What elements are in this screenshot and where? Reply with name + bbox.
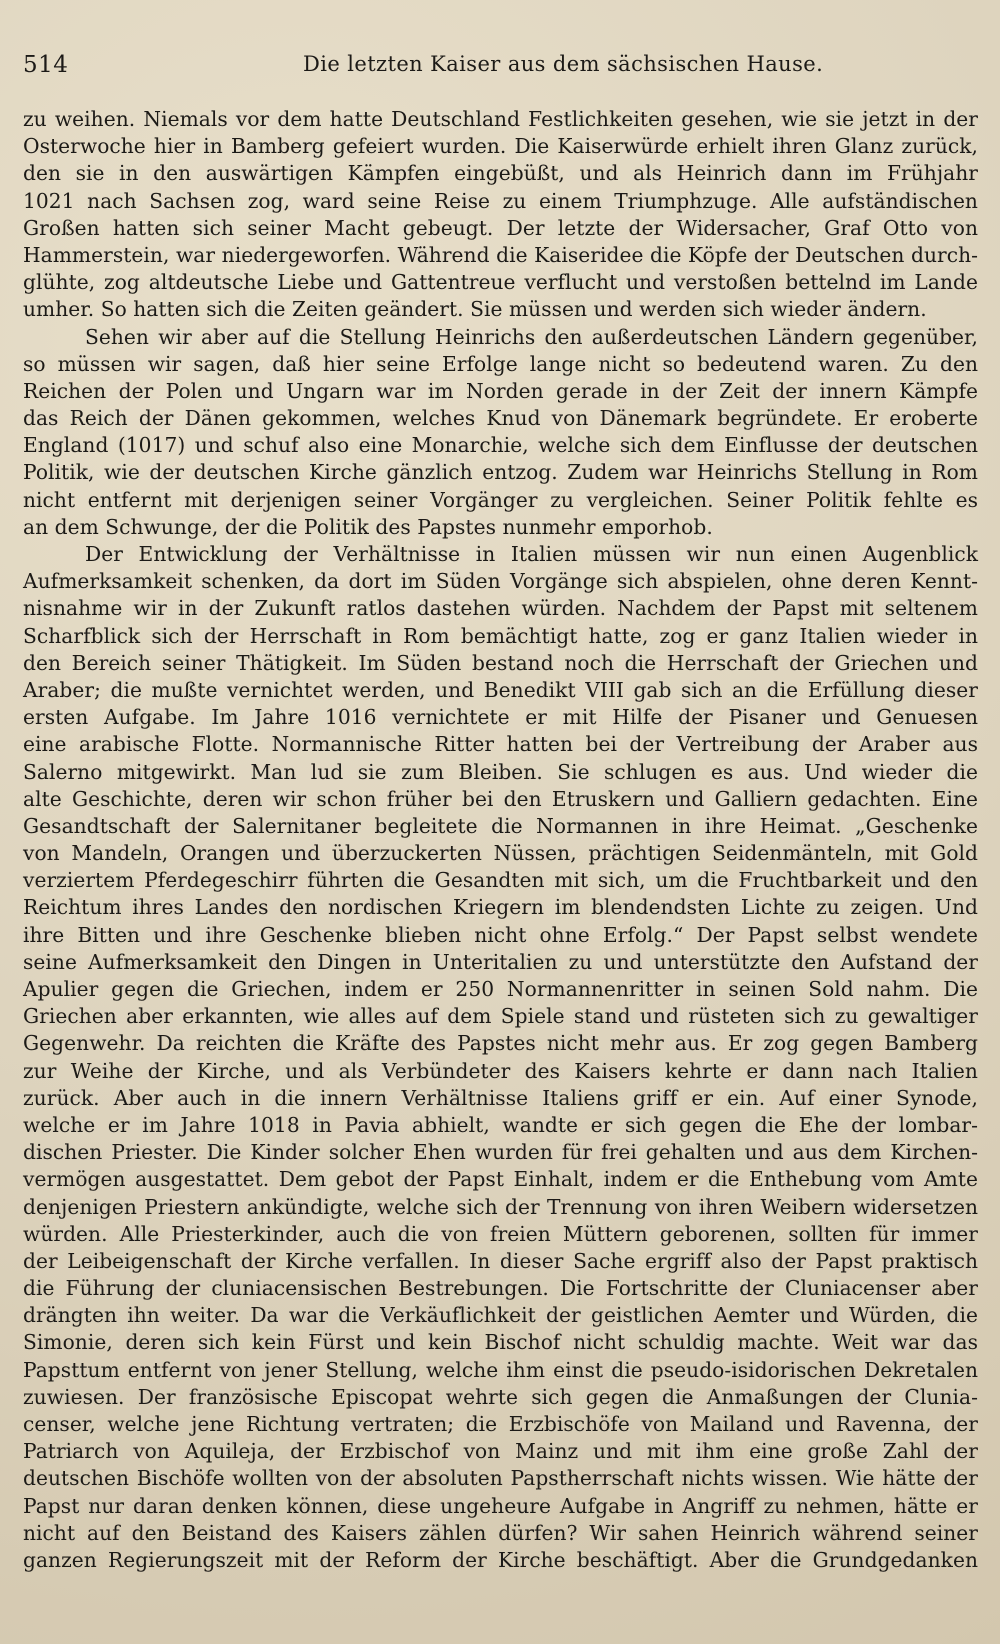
body-text (23, 106, 978, 1601)
text-line: Araber; die mußte vernichtet werden, und Benedikt VIII gab sich an die Erfüllung dieser (23, 677, 978, 702)
text-line: ihre Bitten und ihre Geschenke blieben nicht ohne Erfolg.“ Der Papst selbst wendete (23, 922, 978, 947)
text-line: eine arabische Flotte. Normannische Ritter hatten bei der Vertreibung der Araber aus (23, 732, 978, 757)
text-line: zu weihen. Niemals vor dem hatte Deutschland Festlichkeiten gesehen, wie sie jetzt in der (23, 107, 978, 131)
text-line: ganzen Regierungszeit mit der Reform der Kirche beschäftigt. Aber die Grundgedanken (23, 1547, 978, 1572)
text-line: Simonie, deren sich kein Fürst und kein Bischof nicht schuldig machte. Weit war das (23, 1330, 978, 1355)
text-line: Scharfblick sich der Herrschaft in Rom bemächtigt hatte, zog er ganz Italien wieder in (23, 623, 978, 648)
text-line: von Mandeln, Orangen und überzuckerten Nüssen, prächtigen Seidenmänteln, mit Gold (23, 841, 978, 866)
text-line: verziertem Pferdegeschirr führten die Gesandten mit sich, um die Fruchtbarkeit und den (23, 868, 978, 893)
text-line: deutschen Bischöfe wollten von der absoluten Papstherrschaft nichts wissen. Wie hätte der (23, 1466, 978, 1491)
text-line: seine Aufmerksamkeit den Dingen in Unteritalien zu und unterstützte den Aufstand der (23, 949, 978, 974)
text-line: alte Geschichte, deren wir schon früher bei den Etruskern und Galliern gedachten. Eine (23, 786, 978, 811)
page-header (23, 52, 978, 90)
text-line: Großen hatten sich seiner Macht gebeugt. Der letzte der Widersacher, Graf Otto von (23, 215, 978, 240)
text-line: den sie in den auswärtigen Kämpfen eingebüßt, und als Heinrich dann im Frühjahr (23, 161, 978, 186)
text-line: Aufmerksamkeit schenken, da dort im Süden Vorgänge sich abspielen, ohne deren Kennt- (23, 569, 978, 594)
text-line: Politik, wie der deutschen Kirche gänzlich entzog. Zudem war Heinrichs Stellung in Rom (23, 460, 978, 485)
text-line: umher. So hatten sich die Zeiten geändert. Sie müssen und werden sich wieder ändern. (23, 297, 927, 322)
text-line: ersten Aufgabe. Im Jahre 1016 vernichtete er mit Hilfe der Pisaner und Genuesen (23, 705, 978, 730)
text-line: würden. Alle Priesterkinder, auch die von freien Müttern geborenen, sollten für immer (23, 1221, 978, 1246)
text-line: zuwiesen. Der französische Episcopat wehrte sich gegen die Anmaßungen der Clunia- (23, 1384, 978, 1409)
text-line: Osterwoche hier in Bamberg gefeiert wurden. Die Kaiserwürde erhielt ihren Glanz zurück, (23, 134, 978, 159)
text-line: Gegenwehr. Da reichten die Kräfte des Papstes nicht mehr aus. Er zog gegen Bamberg (23, 1031, 978, 1056)
text-line: vermögen ausgestattet. Dem gebot der Papst Einhalt, indem er die Enthebung vom Amte (23, 1167, 978, 1192)
text-line: dischen Priester. Die Kinder solcher Ehen wurden für frei gehalten und aus dem Kirchen- (23, 1140, 978, 1165)
text-line: Hammerstein, war niedergeworfen. Während die Kaiseridee die Köpfe der Deutschen durch- (23, 242, 978, 267)
text-line: Papsttum entfernt von jener Stellung, welche ihm einst die pseudo-isidorischen Dekretalen (23, 1357, 978, 1382)
text-line: Griechen aber erkannten, wie alles auf dem Spiele stand und rüsteten sich zu gewaltiger (23, 1004, 978, 1029)
text-line: Gesandtschaft der Salernitaner begleitete die Normannen in ihre Heimat. „Geschenke (23, 813, 978, 838)
text-line (23, 1574, 978, 1601)
text-line: Apulier gegen die Griechen, indem er 250 Normannenritter in seinen Sold nahm. Die (23, 977, 978, 1001)
text-line: censer, welche jene Richtung vertraten; die Erzbischöfe von Mailand und Ravenna, der (23, 1412, 978, 1436)
text-line: glühte, zog altdeutsche Liebe und Gattentreue verflucht und verstoßen bettelnd im Lande (23, 270, 978, 295)
text-line: nisnahme wir in der Zukunft ratlos dastehen würden. Nachdem der Papst mit seltenem (23, 596, 978, 621)
text-line: Patriarch von Aquileja, der Erzbischof von Mainz und mit ihm eine große Zahl der (23, 1439, 978, 1464)
text-line: der Leibeigenschaft der Kirche verfallen. In dieser Sache ergriff also der Papst praktisch (23, 1248, 978, 1273)
text-line: Papst nur daran denken können, diese ungeheure Aufgabe in Angriff zu nehmen, hätte er (23, 1493, 978, 1518)
text-line: Sehen wir aber auf die Stellung Heinrichs den außerdeutschen Ländern gegenüber, (85, 324, 978, 349)
text-line: das Reich der Dänen gekommen, welches Knud von Dänemark begründete. Er eroberte (23, 406, 978, 431)
text-line: Der Entwicklung der Verhältnisse in Italien müssen wir nun einen Augenblick (85, 542, 978, 566)
text-line: an dem Schwunge, der die Politik des Papstes nunmehr emporhob. (23, 514, 713, 539)
text-line: zur Weihe der Kirche, und als Verbündeter des Kaisers kehrte er dann nach Italien (23, 1058, 978, 1083)
page-number: 514 (23, 52, 69, 78)
text-line: drängten ihn weiter. Da war die Verkäuflichkeit der geistlichen Aemter und Würden, die (23, 1303, 978, 1328)
text-line: England (1017) und schuf also eine Monarchie, welche sich dem Einflusse der deutschen (23, 433, 978, 458)
text-line: nicht entfernt mit derjenigen seiner Vorgänger zu vergleichen. Seiner Politik fehlte es (23, 487, 978, 512)
text-line: welche er im Jahre 1018 in Pavia abhielt, wandte er sich gegen die Ehe der lombar- (23, 1112, 978, 1137)
text-line: Reichen der Polen und Ungarn war im Norden gerade in der Zeit der innern Kämpfe (23, 378, 978, 403)
text-line: Salerno mitgewirkt. Man lud sie zum Bleiben. Sie schlugen es aus. Und wieder die (23, 759, 978, 784)
text-line: die Führung der cluniacensischen Bestrebungen. Die Fortschritte der Cluniacenser aber (23, 1276, 978, 1301)
text-line: den Bereich seiner Thätigkeit. Im Süden bestand noch die Herrschaft der Griechen und (23, 650, 978, 675)
text-line: nicht auf den Beistand des Kaisers zählen dürfen? Wir sahen Heinrich während seiner (23, 1520, 978, 1545)
text-line: 1021 nach Sachsen zog, ward seine Reise zu einem Triumphzuge. Alle aufständischen (23, 188, 978, 213)
text-line: denjenigen Priestern ankündigte, welche sich der Trennung von ihren Weibern widersetzen (23, 1194, 978, 1219)
text-line: Reichtum ihres Landes den nordischen Kriegern im blendendsten Lichte zu zeigen. Und (23, 895, 978, 920)
text-line: so müssen wir sagen, daß hier seine Erfolge lange nicht so bedeutend waren. Zu den (23, 351, 978, 376)
text-line: zurück. Aber auch in die innern Verhältnisse Italiens griff er ein. Auf einer Synode, (23, 1085, 978, 1110)
running-title: Die letzten Kaiser aus dem sächsischen Hause. (303, 52, 824, 76)
